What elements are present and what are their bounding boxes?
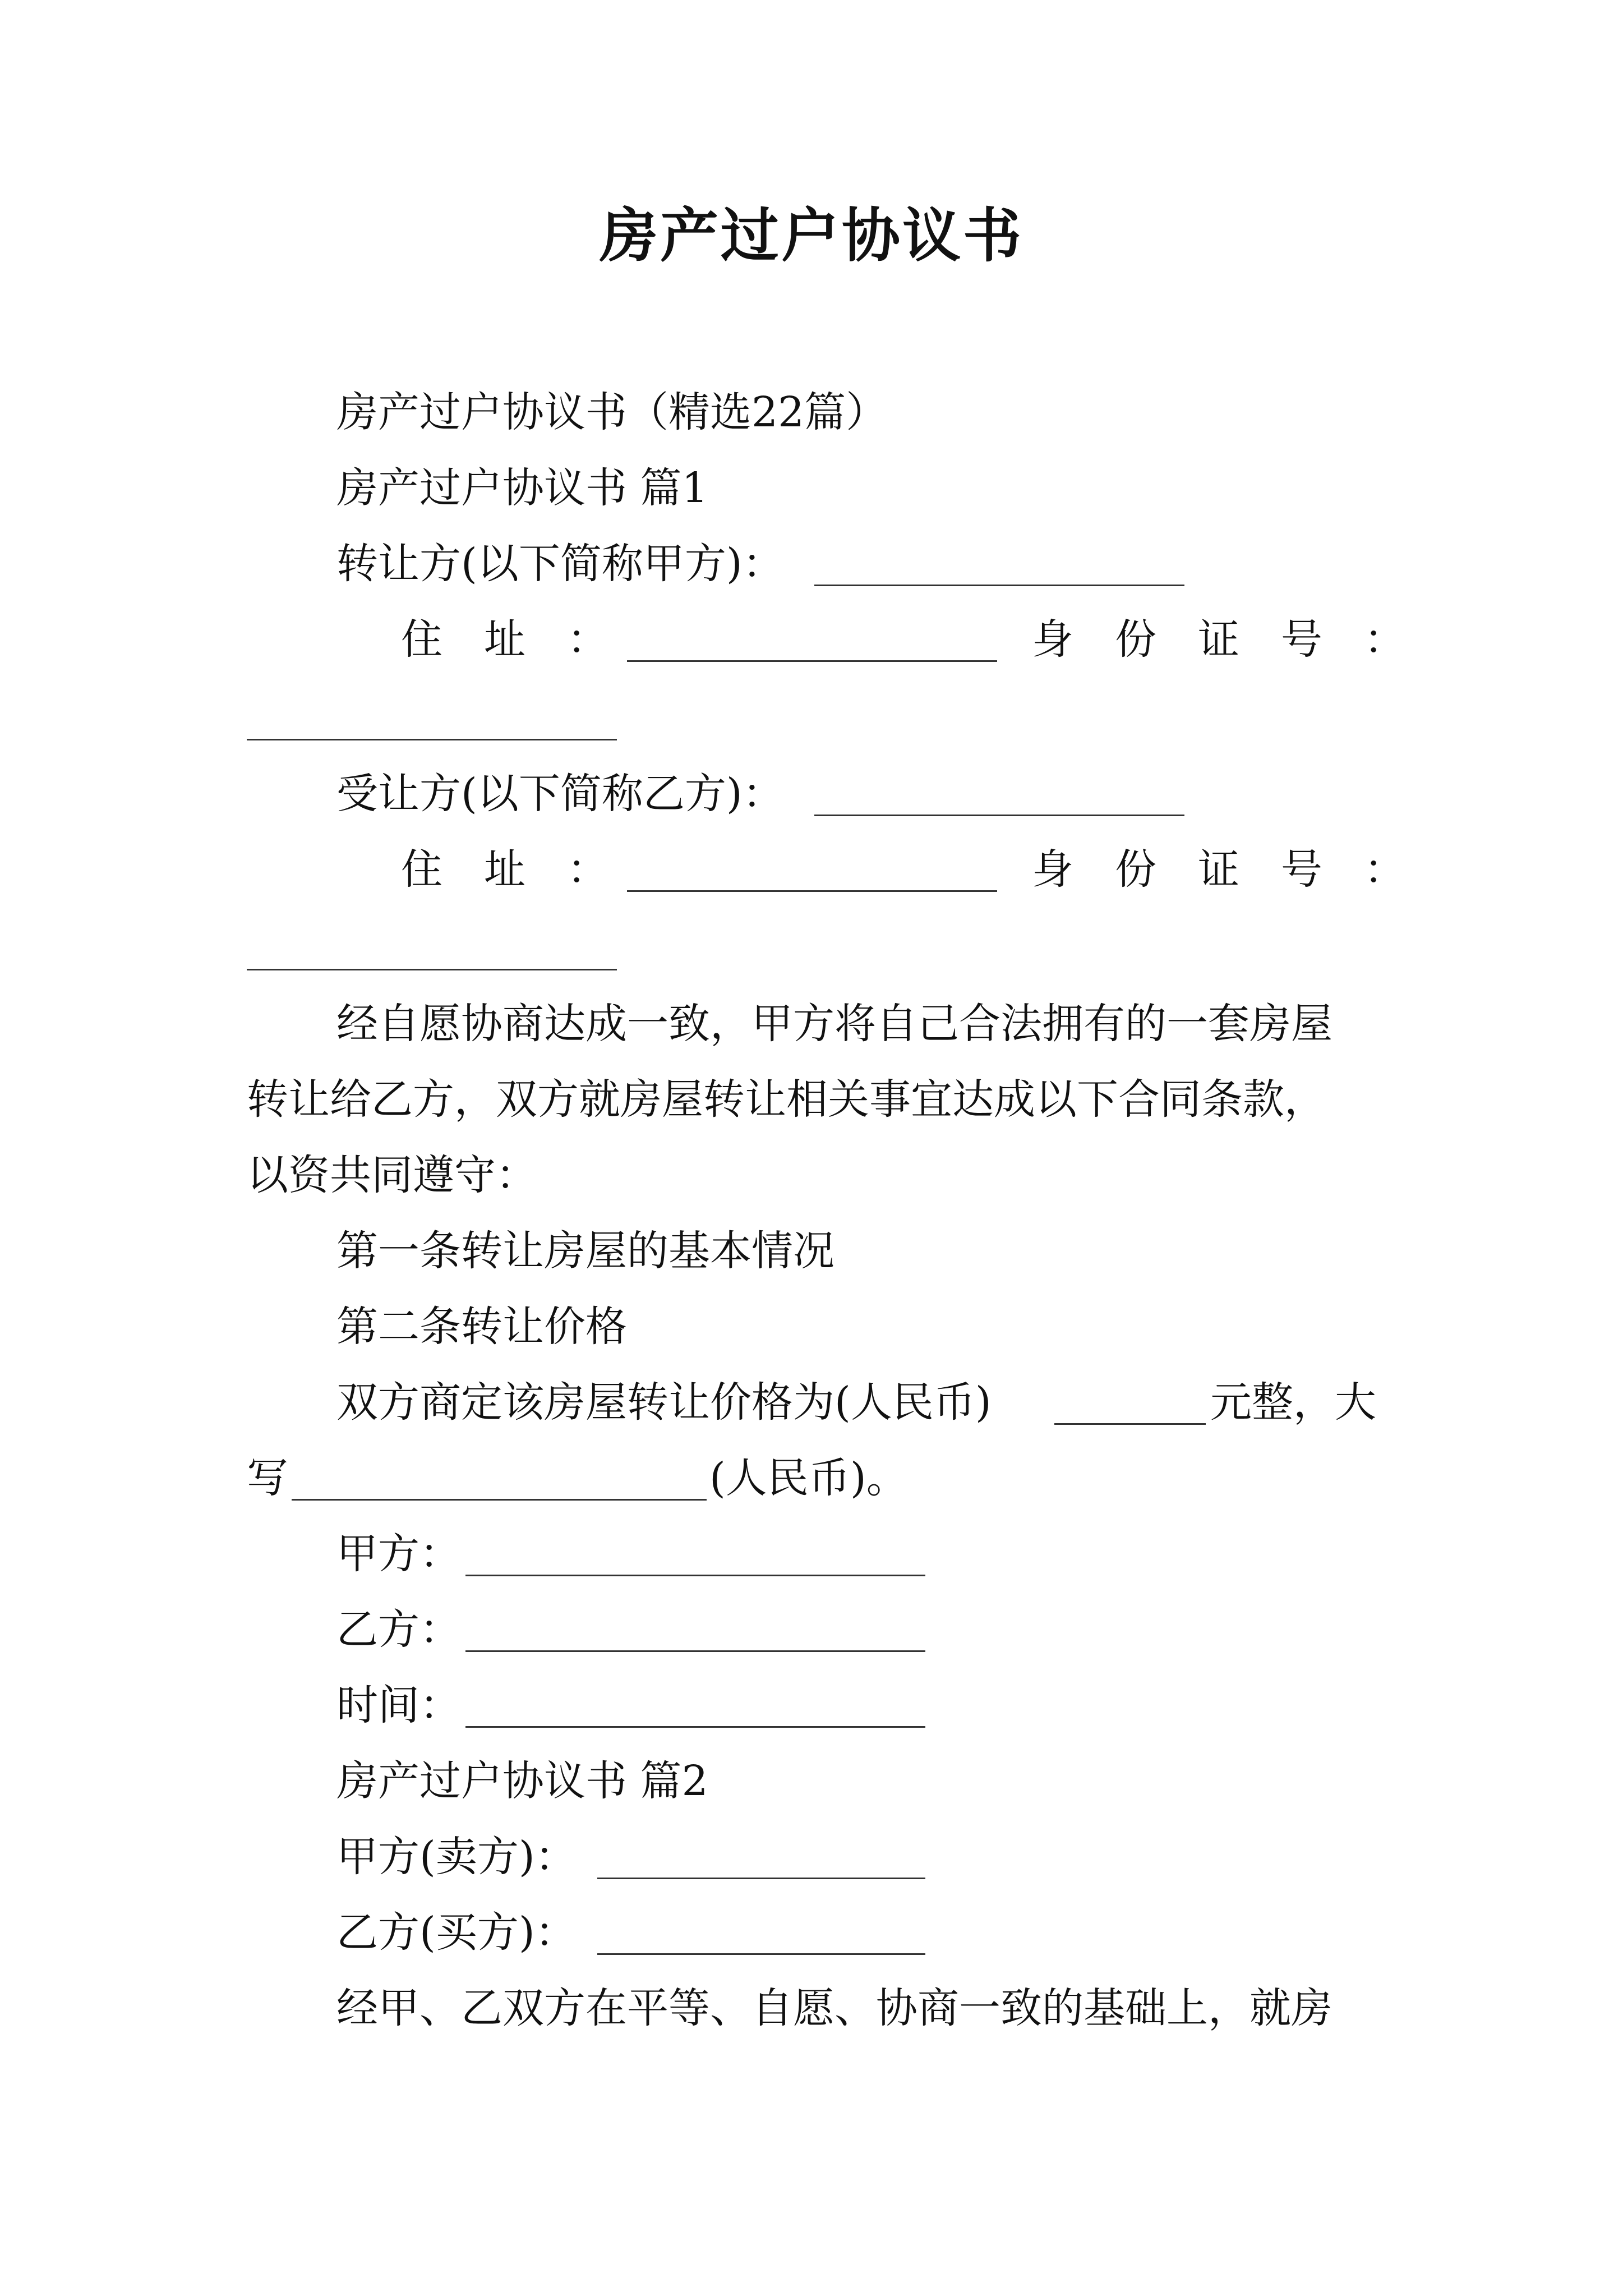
address-label: 住 址 ： — [401, 615, 608, 664]
transferee-blank — [814, 815, 1184, 816]
id-label-2: 身 份 证 号 ： — [1032, 845, 1405, 894]
buyer-blank — [597, 1953, 925, 1955]
transferor-label: 转让方(以下简称甲方)： — [336, 540, 784, 588]
article-1: 第一条转让房屋的基本情况 — [336, 1227, 834, 1275]
paragraph-1-line-3: 以资共同遵守： — [247, 1151, 537, 1199]
seller-label: 甲方(卖方)： — [336, 1833, 577, 1881]
party-a-label: 甲方： — [336, 1530, 461, 1578]
buyer-label: 乙方(买方)： — [336, 1908, 577, 1957]
page-title: 房产过户协议书 — [599, 201, 1023, 270]
price-words-blank — [292, 1499, 707, 1501]
party-b-blank — [465, 1650, 925, 1652]
price-amount-blank — [1054, 1423, 1206, 1425]
paragraph-2-line-1: 经甲、乙双方在平等、自愿、协商一致的基础上，就房 — [336, 1984, 1332, 2032]
address-blank-2 — [627, 890, 997, 892]
price-line-1-post: 元整，大 — [1210, 1378, 1376, 1427]
heading-main: 房产过户协议书（精选22篇） — [336, 388, 888, 436]
party-a-blank — [465, 1575, 925, 1576]
time-label: 时间： — [336, 1681, 461, 1729]
heading-article-1: 房产过户协议书 篇1 — [336, 464, 708, 512]
transferee-label: 受让方(以下简称乙方)： — [336, 770, 784, 818]
price-line-2-pre: 写 — [247, 1454, 288, 1502]
id-blank-2 — [247, 969, 617, 970]
id-blank — [247, 739, 617, 740]
article-2: 第二条转让价格 — [336, 1303, 627, 1351]
id-label: 身 份 证 号 ： — [1032, 615, 1405, 664]
paragraph-1-line-2: 转让给乙方，双方就房屋转让相关事宜达成以下合同条款， — [247, 1075, 1326, 1124]
transferor-blank — [814, 585, 1184, 586]
paragraph-1-line-1: 经自愿协商达成一致，甲方将自己合法拥有的一套房屋 — [336, 1000, 1332, 1048]
address-blank — [627, 660, 997, 662]
price-line-1-pre: 双方商定该房屋转让价格为(人民币) — [336, 1378, 992, 1427]
heading-article-2: 房产过户协议书 篇2 — [336, 1757, 708, 1805]
address-label-2: 住 址 ： — [401, 845, 608, 894]
party-b-label: 乙方： — [336, 1605, 461, 1654]
price-line-2-post: (人民币)。 — [709, 1454, 908, 1502]
seller-blank — [597, 1878, 925, 1879]
time-blank — [465, 1726, 925, 1728]
